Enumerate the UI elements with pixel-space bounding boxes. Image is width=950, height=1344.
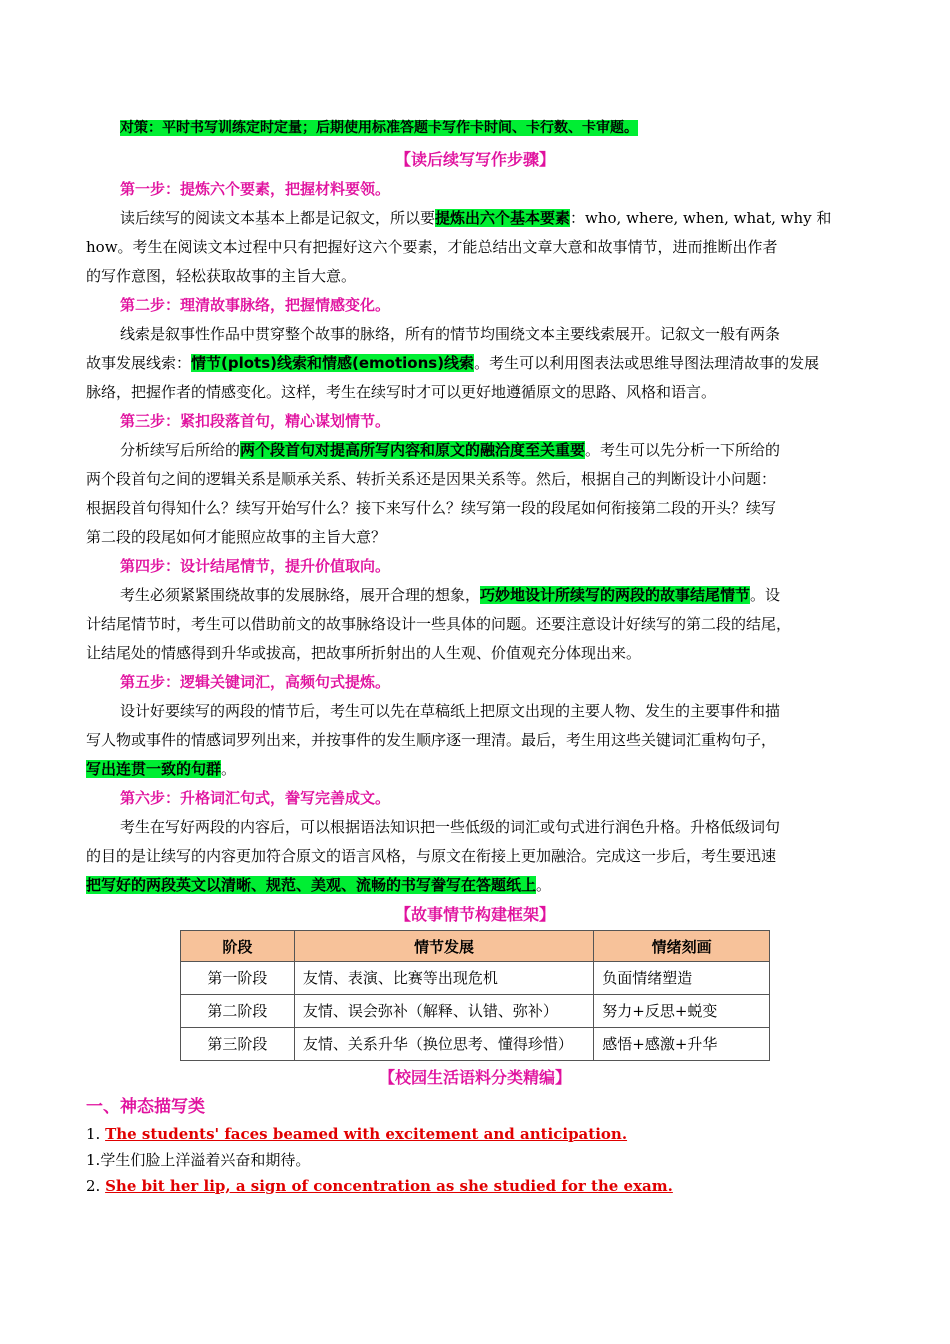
key-phrase-highlight: 两个段首句对提高所写内容和原文的融洽度至关重要: [240, 441, 586, 459]
key-phrase-highlight: 提炼出六个基本要素: [435, 209, 571, 227]
example-number: 1.: [86, 1125, 101, 1143]
step-2-paragraph: 线索是叙事性作品中贯穿整个故事的脉络，所有的情节均围绕文本主要线索展开。记叙文一般有两条 故事发展线索：情节(plots)线索和情感(emotions)线索。考生可以利用图表法或思维导图法理清故事的发展 脉络，把握作者的情感变化。这样，考生在续写时才可以更好地遵循原文的思路、风格和语言。: [86, 325, 820, 401]
emotion-cell: 努力+反思+蜕变: [594, 995, 770, 1028]
example-number: 1.: [86, 1151, 101, 1169]
example-english: She bit her lip, a sign of concentration as she studied for the exam.: [105, 1177, 673, 1195]
stage-cell: 第三阶段: [181, 1028, 295, 1061]
step-5-paragraph: 设计好要续写的两段的情节后，考生可以先在草稿纸上把原文出现的主要人物、发生的主要事件和描 写人物或事件的情感词罗列出来，并按事件的发生顺序逐一理清。最后，考生用这些关键词汇重构句子， 写出连贯一致的句群。: [86, 702, 781, 778]
table-row: [181, 962, 770, 995]
table-header-row: [181, 931, 770, 962]
table-row: [181, 995, 770, 1028]
step-4-title: 第四步：设计结尾情节，提升价值取向。: [120, 557, 391, 575]
key-phrase-highlight: 情节(plots)线索和情感(emotions)线索: [191, 354, 475, 372]
plot-cell: 友情、关系升华（换位思考、懂得珍惜）: [294, 1028, 593, 1061]
category-heading: 一、神态描写类: [86, 1097, 205, 1117]
steps-section-title: 【读后续写写作步骤】: [394, 150, 555, 169]
step-2-title: 第二步：理清故事脉络，把握情感变化。: [120, 296, 391, 314]
example-number: 2.: [86, 1177, 101, 1195]
corpus-section-title: 【校园生活语料分类精编】: [378, 1068, 571, 1087]
emotion-cell: 负面情绪塑造: [594, 962, 770, 995]
strategy-highlight: 对策：平时书写训练定时定量；后期使用标准答题卡写作卡时间、卡行数、卡审题。: [120, 120, 638, 136]
column-header: 情绪刻画: [594, 931, 770, 962]
emotion-cell: 感悟+感激+升华: [594, 1028, 770, 1061]
document-page: [86, 110, 864, 1199]
column-header: 情节发展: [294, 931, 593, 962]
example-english: The students' faces beamed with excitement and anticipation.: [105, 1125, 628, 1143]
key-phrase-highlight: 巧妙地设计所续写的两段的故事结尾情节: [480, 586, 751, 604]
framework-section-title: 【故事情节构建框架】: [394, 905, 555, 924]
example-item: [86, 1173, 864, 1199]
step-4-paragraph: 考生必须紧紧围绕故事的发展脉络，展开合理的想象，巧妙地设计所续写的两段的故事结尾情节。设 计结尾情节时，考生可以借助前文的故事脉络设计一些具体的问题。还要注意设计好续写的第二段的结尾， 让结尾处的情感得到升华或拔高，把故事所折射出的人生观、价值观充分体现出来。: [86, 586, 792, 662]
plot-cell: 友情、表演、比赛等出现危机: [294, 962, 593, 995]
key-phrase-highlight: 写出连贯一致的句群: [86, 760, 222, 778]
example-item: [86, 1121, 864, 1147]
plot-cell: 友情、误会弥补（解释、认错、弥补）: [294, 995, 593, 1028]
step-5-title: 第五步：逻辑关键词汇，高频句式提炼。: [120, 673, 391, 691]
table-row: [181, 1028, 770, 1061]
example-item: [86, 1147, 864, 1173]
step-6-paragraph: 考生在写好两段的内容后，可以根据语法知识把一些低级的词汇或句式进行润色升格。升格低级词句 的目的是让续写的内容更加符合原文的语言风格，与原文在衔接上更加融洽。完成这一步后，考生要迅速 把写好的两段英文以清晰、规范、美观、流畅的书写誊写在答题纸上。: [86, 818, 781, 894]
step-3-paragraph: 分析续写后所给的两个段首句对提高所写内容和原文的融洽度至关重要。考生可以先分析一下所给的 两个段首句之间的逻辑关系是顺承关系、转折关系还是因果关系等。然后，根据自己的判断设计小问题： 根据段首句得知什么？续写开始写什么？接下来写什么？续写第一段的段尾如何衔接第二段的开头？续写 第二段的段尾如何才能照应故事的主旨大意？: [86, 441, 781, 546]
stage-cell: 第二阶段: [181, 995, 295, 1028]
step-6-title: 第六步：升格词汇句式，誊写完善成文。: [120, 789, 391, 807]
column-header: 阶段: [181, 931, 295, 962]
story-framework-table: [180, 930, 770, 1061]
step-1-paragraph: 读后续写的阅读文本基本上都是记叙文，所以要提炼出六个基本要素：who, where, when, what, why 和 how。考生在阅读文本过程中只有把握好这六个要素，才能总结出文章大意和故事情节，进而推断出作者 的写作意图，轻松获取故事的主旨大意。: [86, 209, 832, 285]
strategy-line: [86, 110, 864, 145]
step-1-title: 第一步：提炼六个要素，把握材料要领。: [120, 180, 391, 198]
step-3-title: 第三步：紧扣段落首句，精心谋划情节。: [120, 412, 391, 430]
key-phrase-highlight: 把写好的两段英文以清晰、规范、美观、流畅的书写誊写在答题纸上: [86, 876, 537, 894]
stage-cell: 第一阶段: [181, 962, 295, 995]
example-translation: 学生们脸上洋溢着兴奋和期待。: [100, 1151, 311, 1169]
